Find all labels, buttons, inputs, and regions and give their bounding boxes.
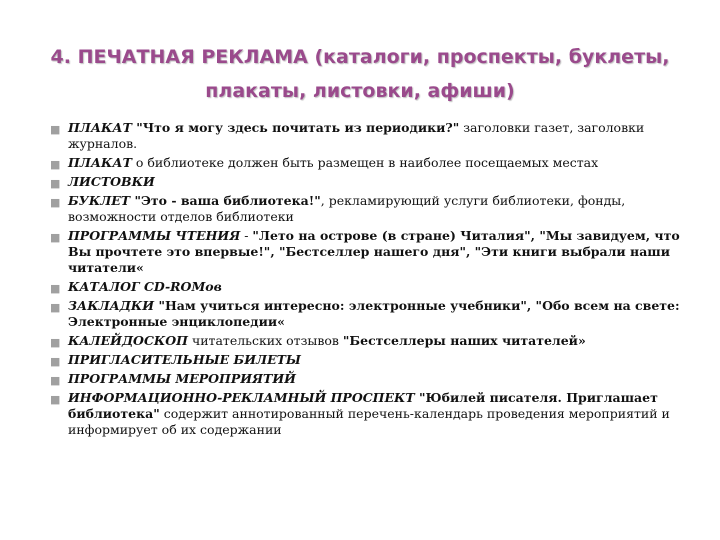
list-item <box>50 333 690 349</box>
bullet-square-icon: ■ <box>50 231 61 244</box>
bullet-square-icon: ■ <box>50 336 61 349</box>
item-keyword: ЛИСТОВКИ <box>68 174 155 189</box>
slide-title-line-1: 4. ПЕЧАТНАЯ РЕКЛАМА (каталоги, проспекты, буклеты, <box>50 46 670 68</box>
item-keyword: ПРОГРАММЫ МЕРОПРИЯТИЙ <box>68 371 296 386</box>
list-item <box>50 193 690 225</box>
bullet-square-icon: ■ <box>50 177 61 190</box>
bullet-square-icon: ■ <box>50 393 61 406</box>
list-item <box>50 298 690 330</box>
item-keyword: БУКЛЕТ <box>68 193 131 208</box>
bullet-square-icon: ■ <box>50 123 61 136</box>
item-quote: "Лето на острове (в стране) Читалия", "Мы завидуем, что Вы прочтете это впервые!", "Бестселлер нашего дня", "Эти книги выбрали наши читатели« <box>68 228 680 275</box>
list-item <box>50 155 690 171</box>
bullet-square-icon: ■ <box>50 301 61 314</box>
list-item <box>50 390 690 438</box>
bullet-square-icon: ■ <box>50 282 61 295</box>
list-item <box>50 279 690 295</box>
slide-title <box>20 40 700 108</box>
list-item <box>50 371 690 387</box>
item-keyword: ПРИГЛАСИТЕЛЬНЫЕ БИЛЕТЫ <box>68 352 301 367</box>
bullet-square-icon: ■ <box>50 196 61 209</box>
list-item <box>50 352 690 368</box>
item-text: читательских отзывов <box>187 333 343 348</box>
bullet-square-icon: ■ <box>50 158 61 171</box>
item-text: содержит аннотированный перечень-календарь проведения мероприятий и информирует об их содержании <box>68 406 670 437</box>
list-item <box>50 120 690 152</box>
item-quote: "Это - ваша библиотека!" <box>130 193 321 208</box>
slide-title-line-2: плакаты, листовки, афиши) <box>205 80 515 102</box>
item-keyword: КАЛЕЙДОСКОП <box>68 333 188 348</box>
bullet-list <box>50 120 690 441</box>
item-text: , рекламирующий услуги библиотеки, фонды, возможности отделов библиотеки <box>68 193 626 224</box>
item-text: - <box>240 228 253 243</box>
item-quote: "Юбилей писателя. Приглашает библиотека" <box>68 390 658 421</box>
item-text: о библиотеке должен быть размещен в наиболее посещаемых местах <box>131 155 599 170</box>
item-text: заголовки газет, заголовки журналов. <box>68 120 645 151</box>
bullet-square-icon: ■ <box>50 374 61 387</box>
item-quote: "Нам учиться интересно: электронные учебники", "Обо всем на свете: Электронные энциклопедии« <box>68 298 680 329</box>
bullet-square-icon: ■ <box>50 355 61 368</box>
item-keyword: ПЛАКАТ <box>68 155 132 170</box>
item-quote: "Что я могу здесь почитать из периодики?" <box>131 120 460 135</box>
item-keyword: ИНФОРМАЦИОННО-РЕКЛАМНЫЙ ПРОСПЕКТ <box>68 390 415 405</box>
list-item <box>50 228 690 276</box>
item-keyword: ПЛАКАТ <box>68 120 132 135</box>
item-quote: "Бестселлеры наших читателей» <box>342 333 586 348</box>
list-item <box>50 174 690 190</box>
item-keyword: ЗАКЛАДКИ <box>68 298 155 313</box>
item-keyword: КАТАЛОГ CD-ROMов <box>68 279 222 294</box>
item-keyword: ПРОГРАММЫ ЧТЕНИЯ <box>68 228 241 243</box>
